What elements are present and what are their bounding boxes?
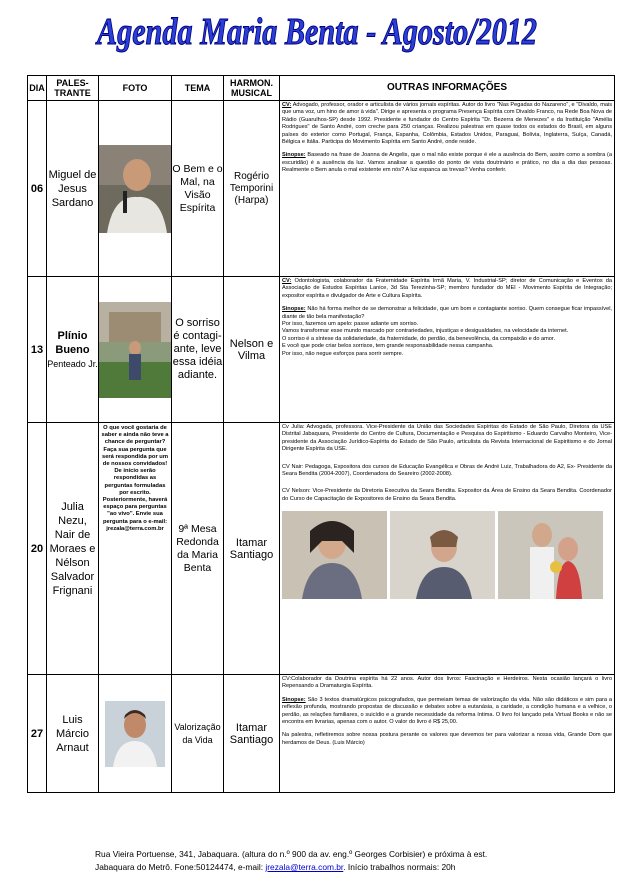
speaker-cell: Luis Márcio Arnaut bbox=[47, 675, 99, 793]
footer-line2-end: . Início trabalhos normais: 20h bbox=[343, 862, 456, 872]
header-outras: OUTRAS INFORMAÇÕES bbox=[280, 76, 615, 101]
cv-julia: Cv Julia: Advogada, professora. Vice-Presidente da União das Sociedades Espíritas do Estado de São Paulo, Diretora da USE Distrital Jabaquara, Presidente do Centro de Cultura, Documentação e Pesquisa do Espiritismo - Eduardo Carvalho Monteiro, Vice-presidente da Associação Jurídico-Espírita do Estado de São Paulo, articulista da Revista Internacional de Espiritismo e do Jornal Dirigente Espírita da USE. bbox=[282, 424, 612, 453]
sinopse-text: Não há forma melhor de se demonstrar a felicidade, que um bom e contagiante sorriso. Quem consegue ficar impassível, diante de tão bela manifestação? Por isso, fazemos um apelo: passe adiante um sorriso. Vamos transformar esse mundo marcado por contrariedades, injustiças e desigualdades, na velocidade da internet. O sorriso é a síntese da solidariedade, da fraternidade, do perdão, da benevolência, da compaixão e do amor. E você que pode criar belos sorrisos, tem grande responsabilidade nessa campanha. Por isso, não negue esforços para sorrir sempre. bbox=[282, 306, 612, 357]
speaker-cell: Julia Nezu, Nair de Moraes e Nélson Salvador Frignani bbox=[47, 423, 99, 675]
day-cell: 20 bbox=[28, 423, 47, 675]
guest-photo bbox=[390, 511, 495, 599]
cv-text: Advogado, professor, orador e articulista de vários jornais espíritas. Autor do livro "Nas Pegadas do Nazareno", e "Divaldo, mais que uma voz, um hino de amor à vida". Dirige e apresenta o programa Presença Espírita com Divaldo Franco, na Rede Boa Nova de Rádio (Guarulhos-SP) desde 1992. Presidente e fundador do Centro Espírita "Dr. Bezerra de Menezes" e da Instituição "Amélia Rodrigues" de Santo André, com creche para 250 crianças. Realizou palestras em quase todos os estados do Brasil, em alguns países do exterior como Portugal, França, Espanha, Colômbia, Estados Unidos, Paraguai, Bolívia, Inglaterra, Suíça, Canadá, Bélgica e Itália. Participa do Movimento Espírita em Santo André, onde reside. bbox=[282, 102, 612, 146]
cv-text: CV:Colaborador da Doutrina espírita há 22 anos. Autor dos livros: Fascinação e Herdeiros. Nesta ocasião lançará o livro Repensando a Dramaturgia Espírita. bbox=[282, 676, 612, 690]
info-cell bbox=[280, 101, 615, 277]
day-cell: 13 bbox=[28, 277, 47, 423]
page-title-text: Agenda Maria Benta - Agosto/2012 bbox=[95, 11, 537, 53]
cv-nelson: CV Nelson: Vice-Presidente da Diretoria Executiva da Seara Bendita. Expositor da Área de Ensino da Seara Bendita. Coordenador do Curso de Capacitação de Expositores de Ensino da Seara Bendita. bbox=[282, 488, 612, 502]
page-title bbox=[0, 2, 635, 62]
question-email-link[interactable]: jrezala@terra.com.br bbox=[106, 525, 164, 532]
sinopse-label: Sinopse: bbox=[282, 696, 306, 703]
guest-photo bbox=[498, 511, 603, 599]
speaker-name-suffix: Penteado Jr. bbox=[47, 358, 98, 369]
cv-label: CV: bbox=[282, 102, 292, 108]
day-cell: 27 bbox=[28, 675, 47, 793]
tema-cell: Valorização da Vida bbox=[172, 675, 224, 793]
header-tema: TEMA bbox=[172, 76, 224, 101]
sinopse-text: São 3 textos dramatúrgicos psicografados, que permeiam temas de valorização da vida. Não são didáticos e sim para a reflexão profunda, mostrando propostas de discussão e debates sobre a eutanásia, a caridade, a condição humana e a velhice, o perdão, as relações familiares, o suicídio e a grande necessidade da reforma íntima. O livro foi lançado pela Virtual Books e não se encontra em livrarias, apenas com o autor. O valor do livro é R$ 25,00. bbox=[282, 696, 612, 726]
schedule-table bbox=[27, 75, 615, 793]
header-dia: DIA bbox=[28, 76, 47, 101]
table-row bbox=[28, 101, 615, 277]
footer-line2-start: Jabaquara do Metrô. Fone:50124474, e-mail: bbox=[95, 862, 266, 872]
harmon-cell: Itamar Santiago bbox=[224, 675, 280, 793]
info-cell bbox=[280, 423, 615, 675]
header-palestrante: PALES- TRANTE bbox=[47, 76, 99, 101]
footer-address bbox=[95, 848, 615, 874]
footer-email-link[interactable]: jrezala@terra.com.br bbox=[265, 862, 344, 872]
table-row bbox=[28, 423, 615, 675]
speaker-cell: Miguel de Jesus Sardano bbox=[47, 101, 99, 277]
photo-strip bbox=[282, 511, 612, 599]
table-row bbox=[28, 675, 615, 793]
speaker-cell bbox=[47, 277, 99, 423]
day-cell: 06 bbox=[28, 101, 47, 277]
speaker-photo bbox=[99, 145, 171, 233]
sinopse-label: Sinopse: bbox=[282, 306, 306, 313]
cv-label: CV: bbox=[282, 278, 292, 284]
harmon-cell: Rogério Temporini (Harpa) bbox=[224, 101, 280, 277]
tema-cell: O Bem e o Mal, na Visão Espírita bbox=[172, 101, 224, 277]
photo-cell bbox=[99, 277, 172, 423]
tema-cell: 9ª Mesa Redonda da Maria Benta bbox=[172, 423, 224, 675]
speaker-photo bbox=[99, 302, 171, 398]
info-cell bbox=[280, 277, 615, 423]
extra-note: Na palestra, refletiremos sobre nossa postura perante os valores que devemos ter para valorizar a nossa vida, Grande Dom que herdamos de Deus. (Luis Márcio) bbox=[282, 732, 612, 746]
harmon-cell: Itamar Santiago bbox=[224, 423, 280, 675]
cv-nair: CV Nair: Pedagoga, Expositora dos cursos de Educação Evangélica e Obras de André Luiz, Trabalhadora do A2, Ex- Presidente da Seara Bendita (2004-2007), Coordenadora do Seareiro (2002-2008). bbox=[282, 463, 612, 478]
guest-photo bbox=[282, 511, 387, 599]
tema-cell: O sorriso é contagi-ante, leve essa idéia adiante. bbox=[172, 277, 224, 423]
photo-cell bbox=[99, 101, 172, 277]
sinopse-label: Sinopse: bbox=[282, 152, 306, 159]
speaker-photo bbox=[105, 701, 165, 767]
speaker-name: Plínio Bueno bbox=[55, 329, 90, 356]
harmon-cell: Nelson e Vilma bbox=[224, 277, 280, 423]
footer-line2 bbox=[95, 861, 615, 874]
footer-line1: Rua Vieira Portuense, 341, Jabaquara. (altura do n.º 900 da av. eng.º Georges Corbisier) e próxima à est. bbox=[95, 849, 488, 859]
header-harmon: HARMON. MUSICAL bbox=[224, 76, 280, 101]
question-note-cell bbox=[99, 423, 172, 675]
info-cell bbox=[280, 675, 615, 793]
header-row bbox=[28, 76, 615, 101]
table-row bbox=[28, 277, 615, 423]
cv-text: Odontologista, colaborador da Fraternidade Espírita Irmã Maria, V. Industrial-SP; diretor de Comunicação e Eventos da Associação de Estudos Espíritas Lanice, 3d Sta Terezinha-SP; membro fundador do MEI - Movimento Espírita de Integração; expositor espírita e divulgador de Arte e Cultura Espírita. bbox=[282, 278, 612, 299]
photo-cell bbox=[99, 675, 172, 793]
sinopse-text: Baseado na frase de Joanna de Angelis, que o mal não existe porque é ele a ausência do Bem, assim como a sombra (a escuridão) é a ausência da luz. Vamos analisar a questão do ponto de vista doutrinário e prático, no dia a dia das pessoas. Realmente o Bem anula o mal existente em nós? A luz espanca as trevas? Venha conferir. bbox=[282, 152, 612, 174]
question-note: O que você gostaria de saber e ainda não teve a chance de perguntar? Faça sua pergunta que será respondida por um de nossos convidados! De início serão respondidas as perguntas formuladas por escrito. Posteriormente, haverá espaço para perguntas "ao vivo". Envie sua pergunta para o e-mail: bbox=[101, 425, 169, 525]
header-foto: FOTO bbox=[99, 76, 172, 101]
